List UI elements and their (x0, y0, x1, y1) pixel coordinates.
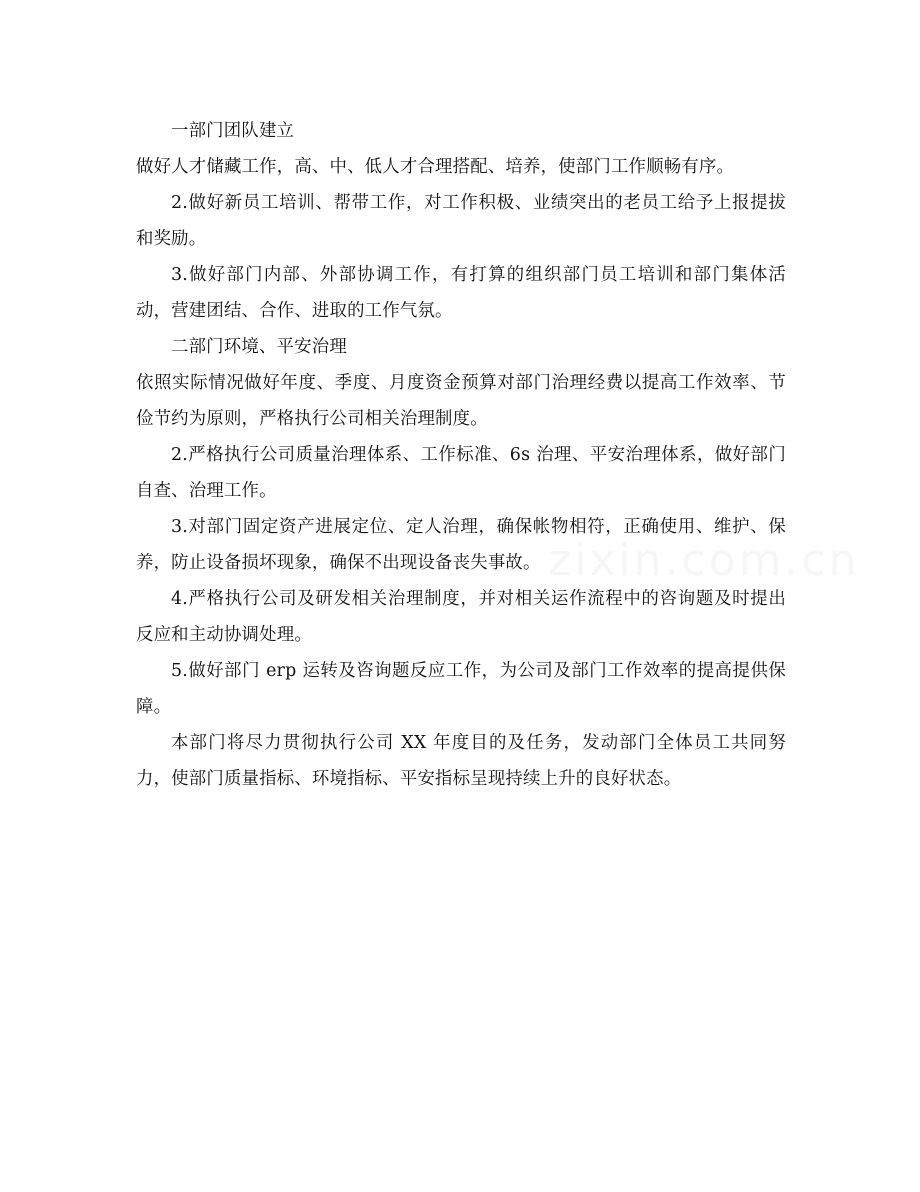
paragraph: 4.严格执行公司及研发相关治理制度，并对相关运作流程中的咨询题及时提出反应和主动协调处理。 (136, 589, 786, 645)
paragraph: 2.严格执行公司质量治理体系、工作标准、6s 治理、平安治理体系，做好部门自查、治理工作。 (136, 445, 786, 501)
section-heading: 一部门团队建立 (171, 121, 295, 141)
watermark: zixin.com.cn (548, 535, 860, 586)
paragraph: 2.做好新员工培训、帮带工作，对工作积极、业绩突出的老员工给予上报提拔和奖励。 (136, 193, 786, 249)
paragraph: 3.做好部门内部、外部协调工作，有打算的组织部门员工培训和部门集体活动，营建团结、合作、进取的工作气氛。 (136, 265, 786, 321)
paragraph: 5.做好部门 erp 运转及咨询题反应工作，为公司及部门工作效率的提高提供保障。 (136, 661, 786, 717)
document-body (136, 113, 786, 797)
section-heading: 二部门环境、平安治理 (171, 337, 347, 357)
paragraph: 3.对部门固定资产进展定位、定人治理，确保帐物相符，正确使用、维护、保养，防止设备损坏现象，确保不出现设备丧失事故。 (136, 517, 786, 573)
paragraph: 做好人才储藏工作，高、中、低人才合理搭配、培养，使部门工作顺畅有序。 (136, 157, 735, 177)
paragraph: 依照实际情况做好年度、季度、月度资金预算对部门治理经费以提高工作效率、节俭节约为原则，严格执行公司相关治理制度。 (136, 373, 786, 429)
paragraph: 本部门将尽力贯彻执行公司 XX 年度目的及任务，发动部门全体员工共同努力，使部门质量指标、环境指标、平安指标呈现持续上升的良好状态。 (136, 733, 786, 789)
